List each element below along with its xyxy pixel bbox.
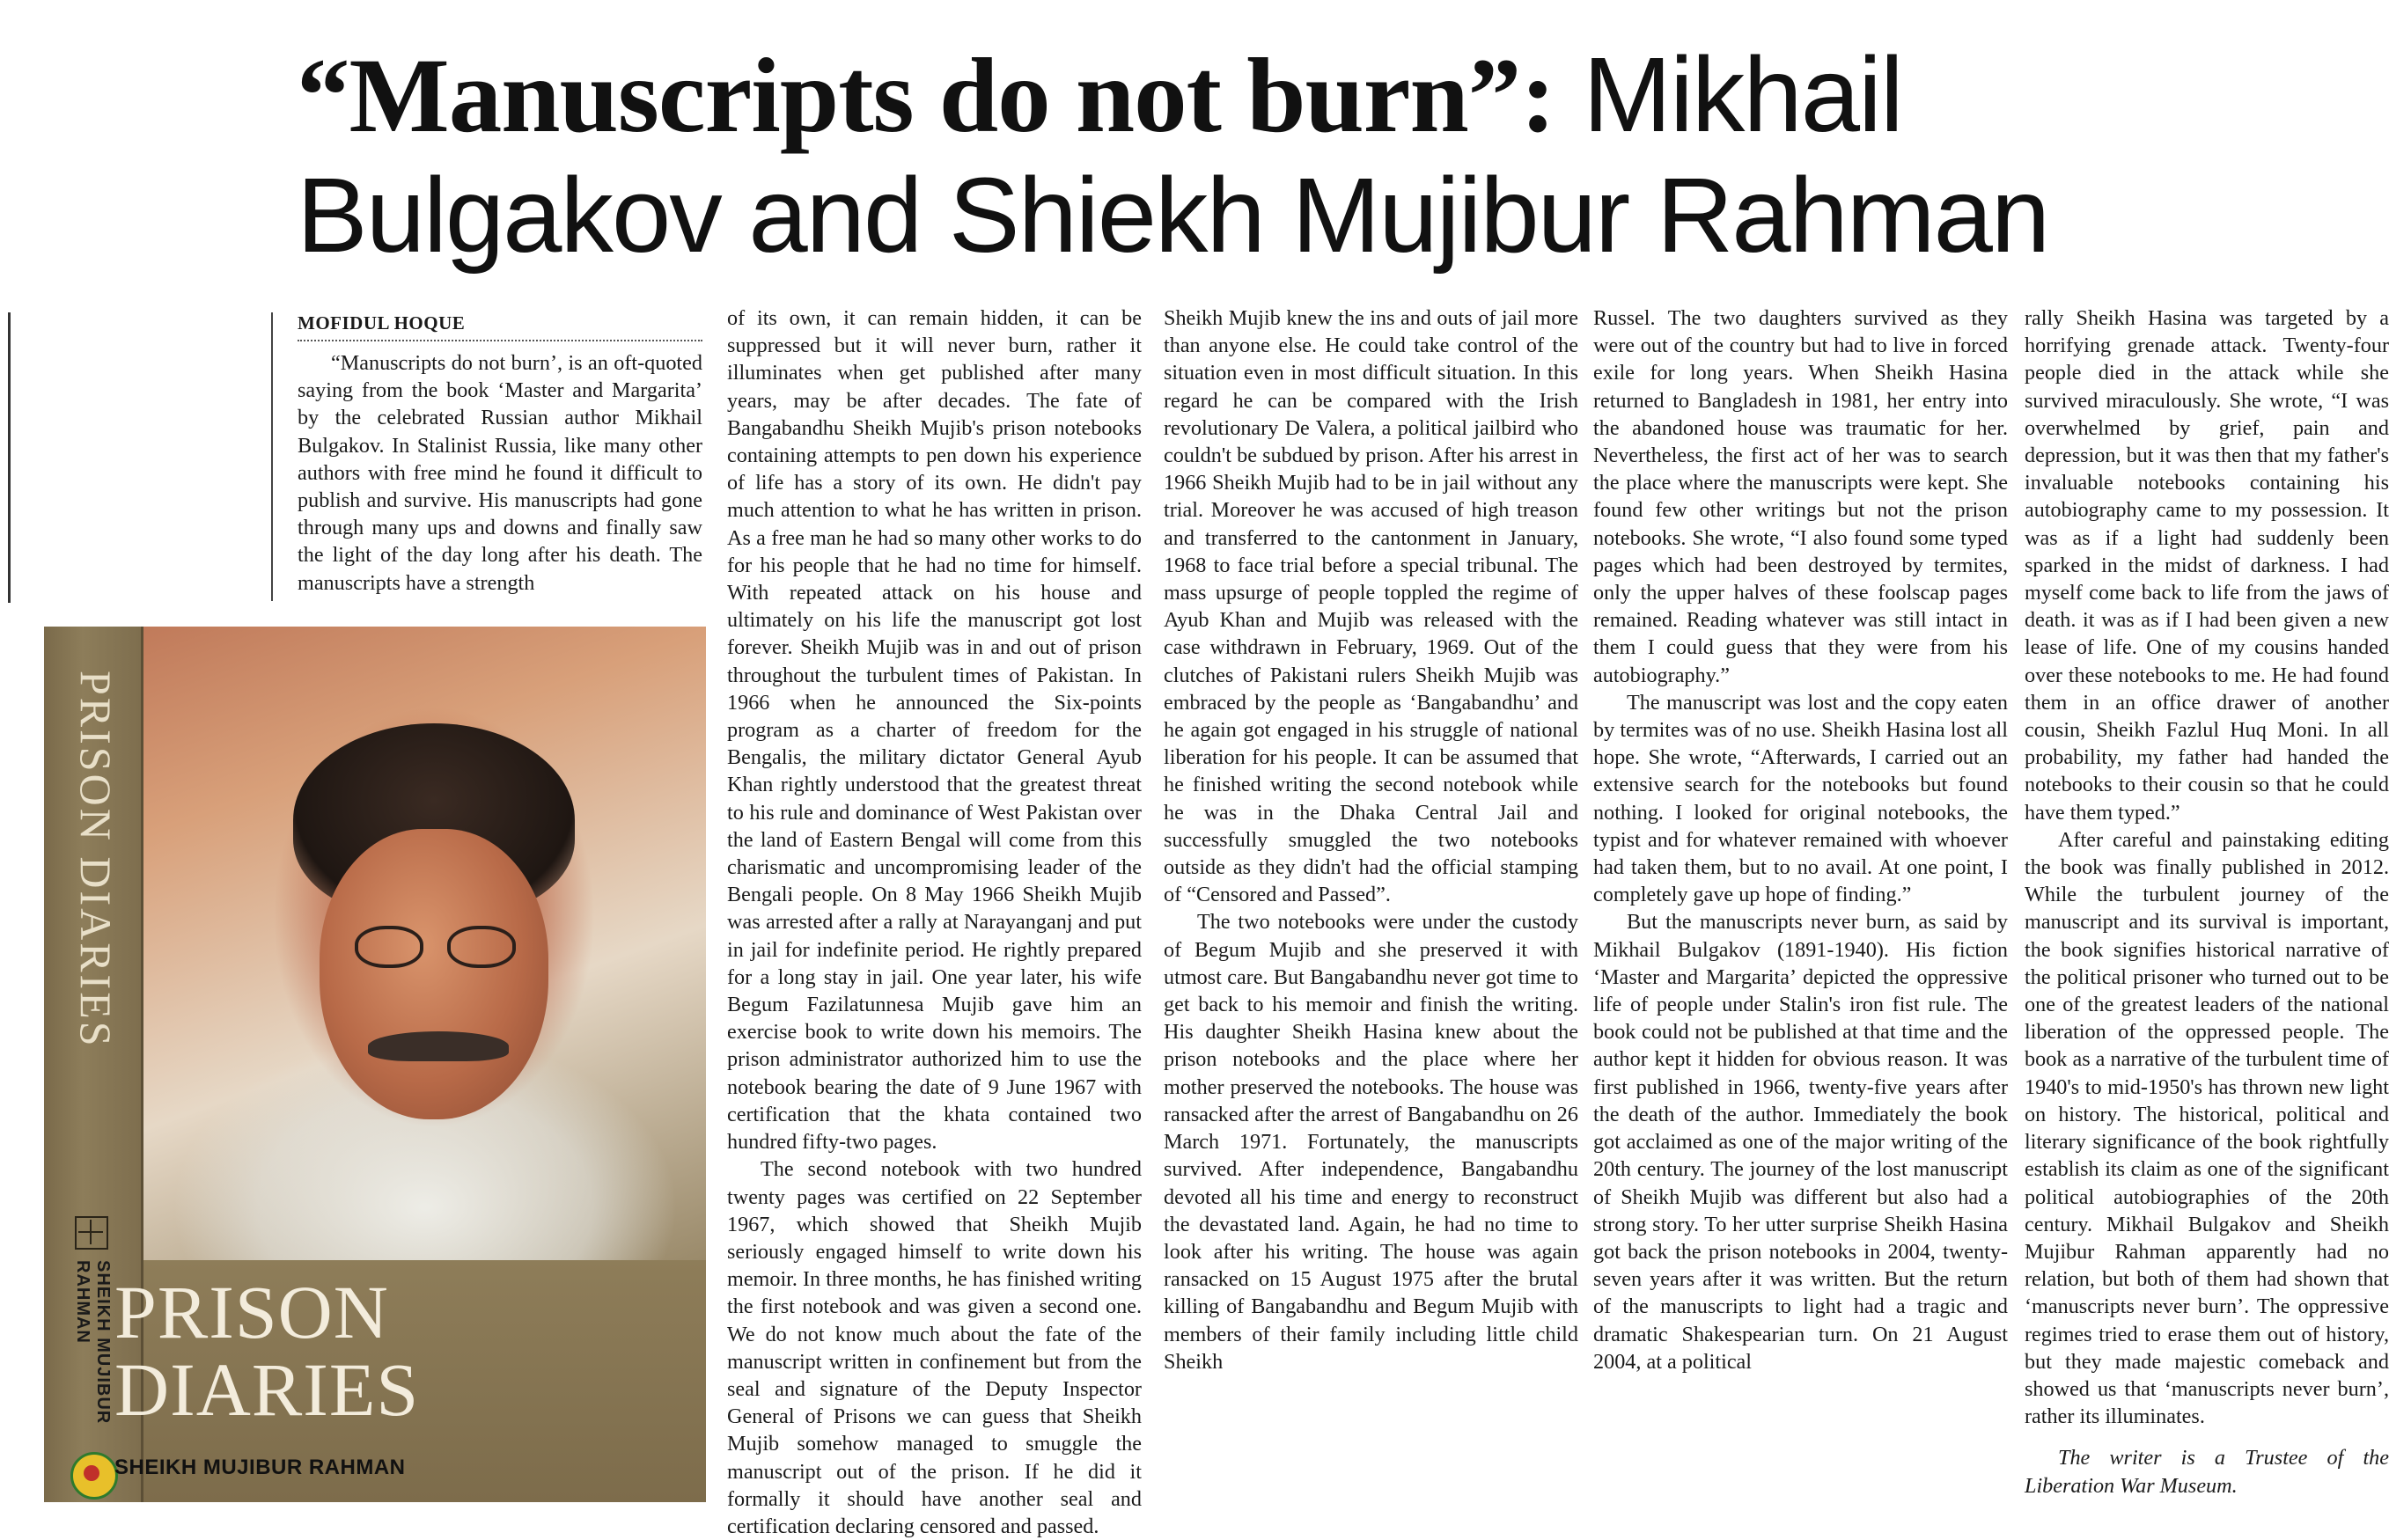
headline-line2: Bulgakov and Shiekh Mujibur Rahman bbox=[297, 155, 2049, 275]
book-cover-image bbox=[44, 627, 706, 1502]
paragraph: After careful and painstaking editing the book was finally published in 2012. While the turbulent journey of the manuscript and its survival is important, the book signifies historical narrative of the political prisoner who turned out to be one of the greatest leaders of the national liberation of the oppressed people. The book as a narrative of the turbulent time of 1940's to mid-1950's has thrown new light on history. The historical, political and literary significance of the book rightfully establish its claim as one of the significant political autobiographies of the 20th century. Mikhail Bulgakov and Sheikh Mujibur Rahman apparently had no relation, but both of them had shown that ‘manuscripts never burn’. The oppressive regimes tried to erase them out of history, but they made majestic comeback and showed us that ‘manuscripts never burn’, rather its illuminates. bbox=[2025, 827, 2389, 1429]
cover-title bbox=[114, 1270, 590, 1432]
article-column-4 bbox=[1593, 304, 2008, 1375]
paragraph: Sheikh Mujib knew the ins and outs of jail more than anyone else. He could take control of the situation even in most difficult situation. In this regard he can be compared with the Irish revolutionary De Valera, a political jailbird who couldn't be subdued by prison. After his arrest in 1966 Sheikh Mujib had to be in jail without any trial. Moreover he was accused of high treason and transferred to the cantonment in January, 1968 to face trial before a special tribunal. The mass upsurge of people toppled the regime of Ayub Khan and Mujib was released with the case withdrawn in February, 1969. Out of the clutches of Pakistani rulers Sheikh Mujib was embraced by the people as ‘Bangabandhu’ and he again got engaged in his struggle of national liberation for his people. It can be assumed that he finished writing the second notebook while he was in the Dhaka Central Jail and successfully smuggled the two notebooks outside as they didn't had the official stamping of “Censored and Passed”. bbox=[1164, 306, 1578, 907]
left-margin-rule bbox=[8, 312, 11, 603]
glasses-left bbox=[355, 926, 423, 968]
spine-title: PRISON DIARIES bbox=[71, 671, 121, 1049]
paragraph: of its own, it can remain hidden, it can be suppressed but it will never burn, rather it illuminates when get published after many years, may be after decades. The fate of Bangabandhu Sheikh Mujib's prison notebooks containing attempts to pen down his experience of life has a story of its own. He didn't pay much attention to what he has written in prison. As a free man he had so many other works to do for his people that he had no time for himself. With repeated attack on his house and ultimately on his life the manuscript got lost forever. Sheikh Mujib was in and out of prison throughout the turbulent times of Pakistan. In 1966 when he announced the Six-points program as a charter of freedom for the Bengalis, the military dictator General Ayub Khan rightly understood that the greatest threat to his rule and dominance of West Pakistan over the land of Eastern Bengal will come from this charismatic and uncompromising leader of the Bengali people. On 8 May 1966 Sheikh Mujib was arrested after a rally at Narayanganj and put in jail for indefinite period. He rightly prepared for a long stay in jail. One year later, his wife Begum Fazilatunnesa Mujib gave him an exercise book to write down his memoirs. The prison administrator authorized him to use the notebook bearing the date of 9 June 1967 with certification that the khata contained two hundred fifty-two pages. bbox=[727, 306, 1142, 1155]
cover-author: SHEIKH MUJIBUR RAHMAN bbox=[114, 1456, 406, 1479]
byline-divider bbox=[298, 340, 702, 341]
article-column-2 bbox=[727, 304, 1142, 1540]
portrait-moustache bbox=[368, 1031, 509, 1061]
article-column-5 bbox=[2025, 304, 2389, 1500]
paragraph: Russel. The two daughters survived as they were out of the country but had to live in forced exile for long years. When Sheikh Hasina returned to Bangladesh in 1981, her entry into the abandoned house was traumatic for her. Nevertheless, the first act of her was to search the place where the manuscripts were kept. She found few other writings but not the prison notebooks. She wrote, “I also found some typed pages which had been destroyed by termites, only the upper halves of these foolscap pages remained. Reading whatever was still intact in them I could guess that they were from his autobiography.” bbox=[1593, 306, 2008, 687]
paragraph: But the manuscripts never burn, as said by Mikhail Bulgakov (1891-1940). His fiction ‘Master and Margarita’ depicted the oppressive life of people under Stalin's iron fist rule. The book could not be published at that time and the author kept it hidden for obvious reason. It was first published in 1966, twenty-five years after the death of the author. Immediately the book got acclaimed as one of the major writing of the 20th century. The journey of the lost manuscript of Sheikh Mujib was different but also had a strong story. To her utter surprise Sheikh Hasina got back the prison notebooks in 2004, twenty-seven years after it was written. But the return of the manuscripts to light had a tragic and dramatic Shakespearian turn. On 21 August 2004, at a political bbox=[1593, 910, 2008, 1374]
spine-author: SHEIKH MUJIBUR RAHMAN bbox=[73, 1260, 113, 1425]
paragraph: rally Sheikh Hasina was targeted by a horrifying grenade attack. Twenty-four people died in the attack while she survived miraculously. She wrote, “I was overwhelmed by grief, pain and depression, but it was then that my father's invaluable notebooks containing his autobiography came to my possession. It was as if a light had suddenly been sparked in the midst of darkness. I had myself come back to life from the jaws of death. it was as if I had been given a new lease of life. One of my cousins handed over these notebooks to me. He had found them in an office drawer of another cousin, Sheikh Fazlul Huq Moni. In all probability, my father had handed the notebooks to their cousin so that he could have them typed.” bbox=[2025, 306, 2389, 825]
headline-quote: “Manuscripts do not burn”: bbox=[297, 37, 1555, 155]
portrait-face bbox=[320, 829, 548, 1119]
paragraph: “Manuscripts do not burn’, is an oft-quoted saying from the book ‘Master and Margarita’ by the celebrated Russian author Mikhail Bulgakov. In Stalinist Russia, like many other authors with free mind he found it difficult to publish and survive. His manuscripts had gone through many ups and downs and finally saw the light of the day long after his death. The manuscripts have a strength bbox=[298, 351, 702, 595]
publisher-logo-icon bbox=[70, 1452, 118, 1500]
paragraph: The second notebook with two hundred twenty pages was certified on 22 September 1967, which showed that Sheikh Mujib seriously engaged himself to write down his memoir. In three months, he has finished writing the first notebook and was given a second one. We do not know much about the fate of the manuscript written in confinement but from the seal and signature of the Deputy Inspector General of Prisons we can guess that Sheikh Mujib somehow managed to smuggle the manuscript out of the prison. If he did it formally it should have another seal and certification declaring censored and passed. bbox=[727, 1157, 1142, 1538]
cover-title-line2: DIARIES bbox=[114, 1347, 420, 1432]
cover-title-line1: PRISON bbox=[114, 1270, 389, 1354]
headline bbox=[297, 35, 2277, 276]
spine-emblem-icon bbox=[75, 1216, 108, 1250]
paragraph: The two notebooks were under the custody of Begum Mujib and she preserved it with utmost care. But Bangabandhu never got time to get back to his memoir and finish the writing. His daughter Sheikh Hasina knew about the prison notebooks and the place where her mother preserved the notebooks. The house was ransacked after the arrest of Bangabandhu on 26 March 1971. Fortunately, the manuscripts survived. After independence, Bangabandhu devoted all his time and energy to reconstruct the devastated land. Again, he had no time to look after his writing. The house was again ransacked on 15 August 1975 after the brutal killing of Bangabandhu and Begum Mujib with members of their family including little child Sheikh bbox=[1164, 910, 1578, 1374]
byline-rule bbox=[271, 312, 273, 601]
article-column-1 bbox=[298, 349, 702, 597]
headline-rest: Mikhail bbox=[1555, 34, 1902, 154]
paragraph: The manuscript was lost and the copy eaten by termites was of no use. Sheikh Hasina lost all hope. She wrote, “Afterwards, I carried out an extensive search for the notebooks but found nothing. I looked for original notebooks, the typist and for whatever remained with whoever had taken them, but to no avail. At one point, I completely gave up hope of finding.” bbox=[1593, 690, 2008, 907]
glasses-right bbox=[447, 926, 516, 968]
article-column-3 bbox=[1164, 304, 1578, 1375]
portrait-painting bbox=[143, 627, 706, 1260]
author-credit: The writer is a Trustee of the Liberation War Museum. bbox=[2025, 1446, 2389, 1498]
byline: MOFIDUL HOQUE bbox=[298, 312, 466, 334]
